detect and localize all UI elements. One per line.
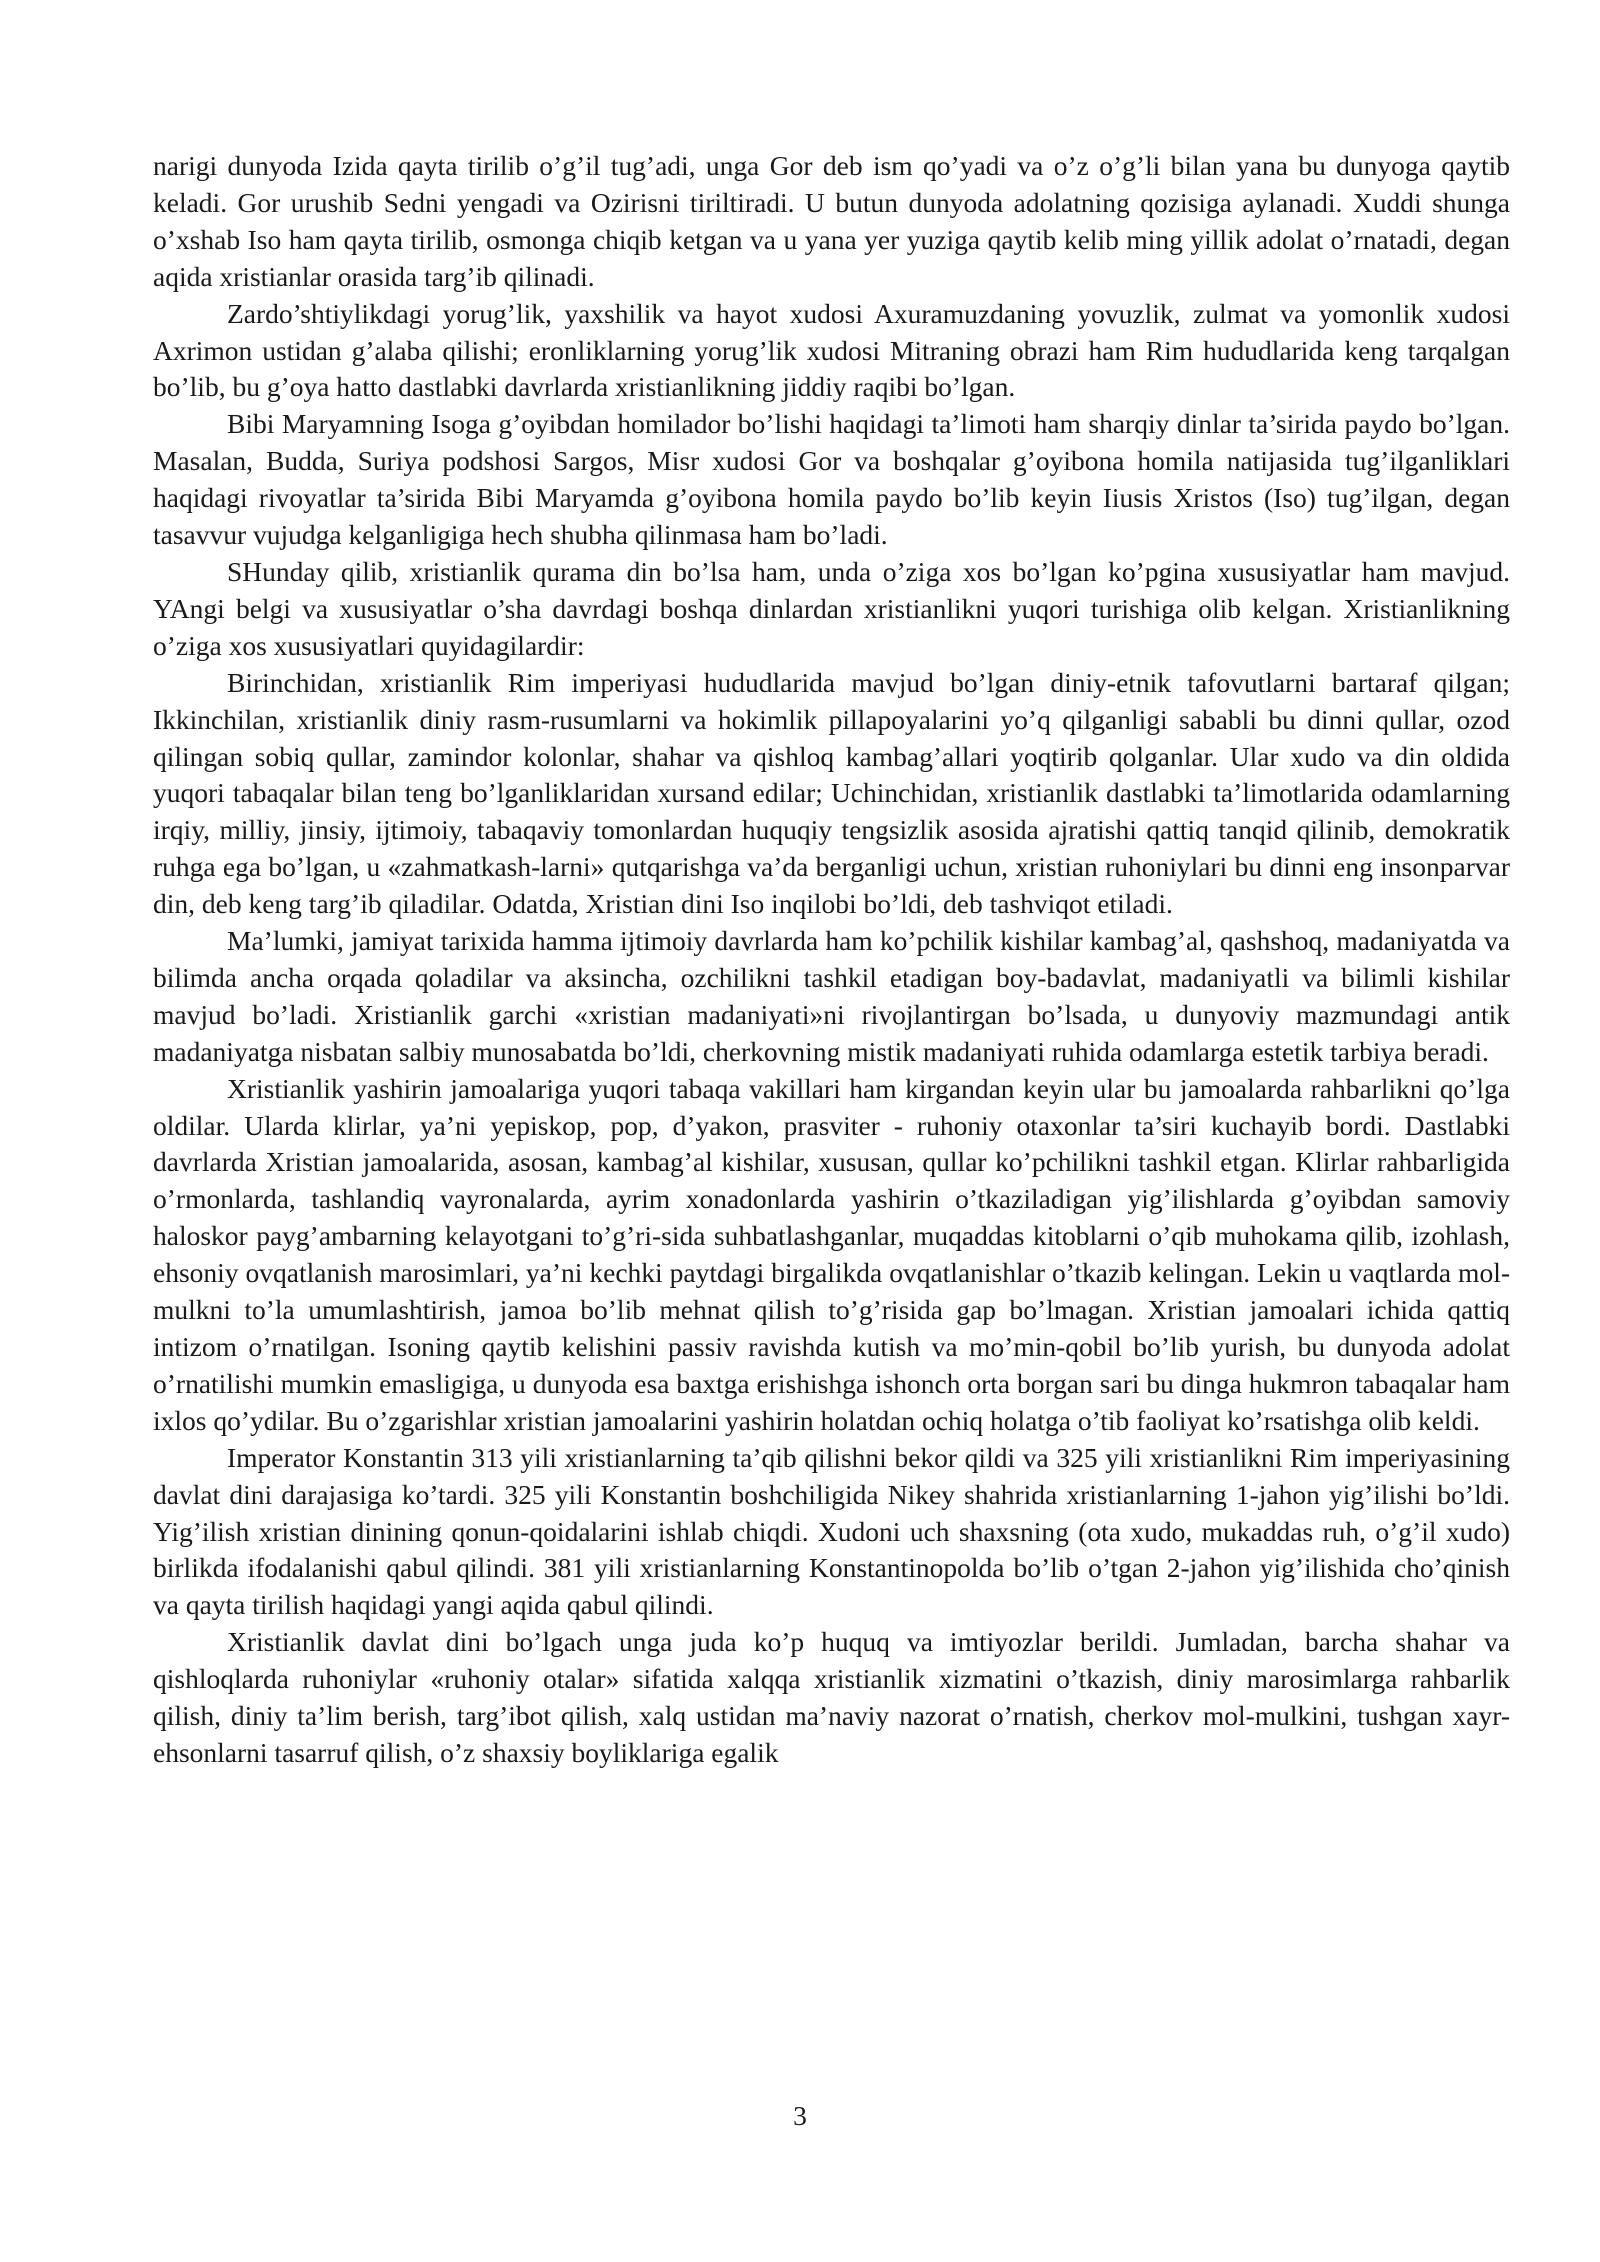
- paragraph-9: Xristianlik davlat dini bo’lgach unga juda ko’p huquq va imtiyozlar berildi. Jumladan, barcha shahar va qishloqlarda ruhoniylar «ruhoniy otalar» sifatida xalqqa xristianlik xizmatini o’tkazish, diniy marosimlarga rahbarlik qilish, diniy ta’lim berish, targ’ibot qilish, xalq ustidan ma’naviy nazorat o’rnatish, cherkov mol-mulkini, tushgan xayr-ehsonlarni tasarruf qilish, o’z shaxsiy boyliklariga egalik: [153, 1626, 1510, 1768]
- paragraph-1: narigi dunyoda Izida qayta tirilib o’g’il tug’adi, unga Gor deb ism qo’yadi va o’z o’g’li bilan yana bu dunyoga qaytib keladi. Gor urushib Sedni yengadi va Ozirisni tiriltiradi. U butun dunyoda adolatning qozisiga aylanadi. Xuddi shunga o’xshab Iso ham qayta tirilib, osmonga chiqib ketgan va u yana yer yuziga qaytib kelib ming yillik adolat o’rnatadi, degan aqida xristianlar orasida targ’ib qilinadi.: [153, 150, 1510, 292]
- paragraph-3: Bibi Maryamning Isoga g’oyibdan homilador bo’lishi haqidagi ta’limoti ham sharqiy dinlar ta’sirida paydo bo’lgan. Masalan, Budda, Suriya podshosi Sargos, Misr xudosi Gor va boshqalar g’oyibona homila natijasida tug’ilganliklari haqidagi rivoyatlar ta’sirida Bibi Maryamda g’oyibona homila paydo bo’lib keyin Iiusis Xristos (Iso) tug’ilgan, degan tasavvur vujudga kelganligiga hech shubha qilinmasa ham bo’ladi.: [153, 408, 1510, 551]
- paragraph-6: Ma’lumki, jamiyat tarixida hamma ijtimoiy davrlarda ham ko’pchilik kishilar kambag’al, qashshoq, madaniyatda va bilimda ancha orqada qoladilar va aksincha, ozchilikni tashkil etadigan boy-badavlat, madaniyatli va bilimli kishilar mavjud bo’ladi. Xristianlik garchi «xristian madaniyati»ni rivojlantirgan bo’lsada, u dunyoviy mazmundagi antik madaniyatga nisbatan salbiy munosabatda bo’ldi, cherkovning mistik madaniyati ruhida odamlarga estetik tarbiya beradi.: [153, 925, 1510, 1067]
- paragraph-2: Zardo’shtiylikdagi yorug’lik, yaxshilik va hayot xudosi Axuramuzdaning yovuzlik, zulmat va yomonlik xudosi Axrimon ustidan g’alaba qilishi; eronliklarning yorug’lik xudosi Mitraning obrazi ham Rim hududlarida keng tarqalgan bo’lib, bu g’oya hatto dastlabki davrlarda xristianlikning jiddiy raqibi bo’lgan.: [153, 297, 1510, 403]
- page-body: [153, 148, 1510, 1772]
- paragraph-8: Imperator Konstantin 313 yili xristianlarning ta’qib qilishni bekor qildi va 325 yili xristianlikni Rim imperiyasining davlat dini darajasiga ko’tardi. 325 yili Konstantin boshchiligida Nikey shahrida xristianlarning 1-jahon yig’ilishi bo’ldi. Yig’ilish xristian dinining qonun-qoidalarini ishlab chiqdi. Xudoni uch shaxsning (ota xudo, mukaddas ruh, o’g’il xudo) birlikda ifodalanishi qabul qilindi. 381 yili xristianlarning Konstantinopolda bo’lib o’tgan 2-jahon yig’ilishida cho’qinish va qayta tirilish haqidagi yangi aqida qabul qilindi.: [153, 1441, 1510, 1621]
- paragraph-4: SHunday qilib, xristianlik qurama din bo’lsa ham, unda o’ziga xos bo’lgan ko’pgina xususiyatlar ham mavjud. YAngi belgi va xususiyatlar o’sha davrdagi boshqa dinlardan xristianlikni yuqori turishiga olib kelgan. Xristianlikning o’ziga xos xususiyatlari quyidagilardir:: [153, 555, 1510, 661]
- paragraph-7: Xristianlik yashirin jamoalariga yuqori tabaqa vakillari ham kirgandan keyin ular bu jamoalarda rahbarlikni qo’lga oldilar. Ularda klirlar, ya’ni yepiskop, pop, d’yakon, prasviter - ruhoniy otaxonlar ta’siri kuchayib bordi. Dastlabki davrlarda Xristian jamoalarida, asosan, kambag’al kishilar, xususan, qullar ko’pchilikni tashkil etgan. Klirlar rahbarligida o’rmonlarda, tashlandiq vayronalarda, ayrim xonadonlarda yashirin o’tkaziladigan yig’ilishlarda g’oyibdan samoviy haloskor payg’ambarning kelayotgani to’g’ri-sida suhbatlashganlar, muqaddas kitoblarni o’qib muhokama qilib, izohlash, ehsoniy ovqatlanish marosimlari, ya’ni kechki paytdagi birgalikda ovqatlanishlar o’tkazib kelingan. Lekin u vaqtlarda mol-mulkni to’la umumlashtirish, jamoa bo’lib mehnat qilish to’g’risida gap bo’lmagan. Xristian jamoalari ichida qattiq intizom o’rnatilgan. Isoning qaytib kelishini passiv ravishda kutish va mo’min-qobil bo’lib yurish, bu dunyoda adolat o’rnatilishi mumkin emasligiga, u dunyoda esa baxtga erishishga ishonch orta borgan sari bu dinga hukmron tabaqalar ham ixlos qo’ydilar. Bu o’zgarishlar xristian jamoalarini yashirin holatdan ochiq holatga o’tib faoliyat ko’rsatishga olib keldi.: [153, 1072, 1510, 1436]
- paragraph-5: Birinchidan, xristianlik Rim imperiyasi hududlarida mavjud bo’lgan diniy-etnik tafovutlarni bartaraf qilgan; Ikkinchilan, xristianlik diniy rasm-rusumlarni va hokimlik pillapoyalarini yo’q qilganligi sababli bu dinni qullar, ozod qilingan sobiq qullar, zamindor kolonlar, shahar va qishloq kambag’allari yoqtirib qolganlar. Ular xudo va din oldida yuqori tabaqalar bilan teng bo’lganliklaridan xursand edilar; Uchinchidan, xristianlik dastlabki ta’limotlarida odamlarning irqiy, milliy, jinsiy, ijtimoiy, tabaqaviy tomonlardan huquqiy tengsizlik asosida ajratishi qattiq tanqid qilinib, demokratik ruhga ega bo’lgan, u «zahmatkash-larni» qutqarishga va’da berganligi uchun, xristian ruhoniylari bu dinni eng insonparvar din, deb keng targ’ib qiladilar. Odatda, Xristian dini Iso inqilobi bo’ldi, deb tashviqot etiladi.: [153, 666, 1510, 920]
- page-number: 3: [793, 2100, 807, 2131]
